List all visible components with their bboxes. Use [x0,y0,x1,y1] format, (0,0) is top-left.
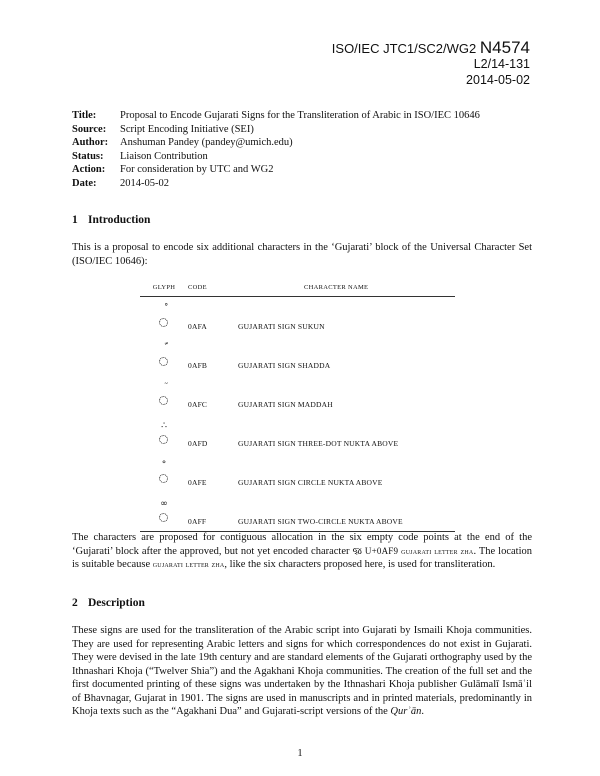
maddah-glyph-icon [140,383,188,409]
char-name: GUJARATI SIGN THREE-DOT NUKTA ABOVE [238,439,399,448]
section-number: 2 [72,597,78,609]
sukun-glyph-icon [140,305,188,331]
table-header-row [140,284,455,297]
meta-author-row [72,136,480,150]
meta-value: For consideration by UTC and WG2 [120,164,274,176]
table-row [140,453,455,492]
allocation-paragraph: The characters are proposed for contiguous allocation in the six empty code points at the end of the ‘Gujarati’ block after the approved, but not yet encoded character ૹ U+0AF9 gujarati letter zha. The location is suitable because gujarati letter zha, like the six characters proposed here, is used for transliteration. [72,532,532,570]
meta-value: Anshuman Pandey (pandey@umich.edu) [120,137,293,149]
intro-paragraph: This is a proposal to encode six additional characters in the ‘Gujarati’ block of the Universal Character Set (ISO/IEC 10646): [72,242,532,267]
char-name: GUJARATI SIGN CIRCLE NUKTA ABOVE [238,478,383,487]
zha-name: gujarati letter zha [401,545,474,556]
doc-number: N4574 [479,38,530,57]
meta-title-row [72,109,480,123]
table-row [140,336,455,375]
description-paragraph: These signs are used for the transliteration of the Arabic script into Gujarati by Ismaili Khoja communities. They are used for representing Arabic letters and signs for which correspondences do not exist in Gujarati. They were devised in the late 19th century and are standard elements of the Gujarati orthography used by the Ithnashari Khoja (“Twelver Shia”) and the Agakhani Khoja communities. The creation of the full set and the first documented printing of these signs was undertaken by the Ithnashari Khoja publisher Gulāmalī Ismāʿil of Bhavnagar, Gujarat in 1901. The signs are used in manuscripts and in printed materials, predominantly in Khoja texts such as the “Agakhani Dua” and Gujarati-script versions of the Qurʾān. [72,625,532,717]
section-number: 1 [72,214,78,226]
char-code: 0AFE [188,478,207,487]
two-circle-nukta-glyph-icon: ∞ [140,500,188,526]
table-row [140,375,455,414]
document-id [332,38,530,58]
col-header-glyph: GLYPH [140,284,188,297]
zha-code: U+0AF9 [364,545,399,556]
zha-name-ref: gujarati letter zha [152,559,225,569]
meta-date-row [72,177,480,191]
quran-italic: Qurʾān [390,706,422,717]
table-row [140,297,455,337]
meta-value: 2014-05-02 [120,177,169,189]
doc-prefix: ISO/IEC JTC1/SC2/WG2 [331,41,477,56]
three-dot-nukta-glyph-icon: ∴ [140,422,188,448]
char-name: GUJARATI SIGN MADDAH [238,400,333,409]
header-date: 2014-05-02 [466,73,530,87]
table-row [140,414,455,453]
meta-value: Script Encoding Initiative (SEI) [120,123,254,135]
meta-label: Source: [72,123,107,135]
section-title: Introduction [88,214,151,226]
metadata-block [72,109,480,191]
meta-label: Action: [72,164,106,176]
meta-status-row [72,150,480,164]
char-code: 0AFD [188,439,208,448]
meta-source-row [72,123,480,137]
meta-action-row [72,163,480,177]
character-table [140,284,455,532]
char-name: GUJARATI SIGN SHADDA [238,361,331,370]
char-name: GUJARATI SIGN SUKUN [238,322,325,331]
char-code: 0AFF [188,492,238,532]
table-row [140,492,455,532]
meta-label: Date: [72,177,97,189]
circle-nukta-glyph-icon: ° [140,461,188,487]
char-code: 0AFB [188,361,208,370]
section-1-heading [72,214,150,226]
meta-label: Author: [72,137,109,149]
char-name: GUJARATI SIGN TWO-CIRCLE NUKTA ABOVE [238,492,455,532]
char-code: 0AFA [188,322,207,331]
meta-label: Status: [72,150,104,162]
shadda-glyph-icon [140,344,188,370]
l2-number: L2/14-131 [473,57,530,71]
zha-glyph: ૹ [352,545,362,557]
page-number: 1 [297,748,303,759]
meta-value: Liaison Contribution [120,150,208,162]
char-code: 0AFC [188,400,208,409]
section-title: Description [88,597,145,609]
meta-label: Title: [72,110,97,121]
meta-value: Proposal to Encode Gujarati Signs for the Transliteration of Arabic in ISO/IEC 10646 [120,110,480,121]
col-header-code: CODE [188,284,238,297]
col-header-name: CHARACTER NAME [238,284,455,297]
section-2-heading [72,597,145,609]
